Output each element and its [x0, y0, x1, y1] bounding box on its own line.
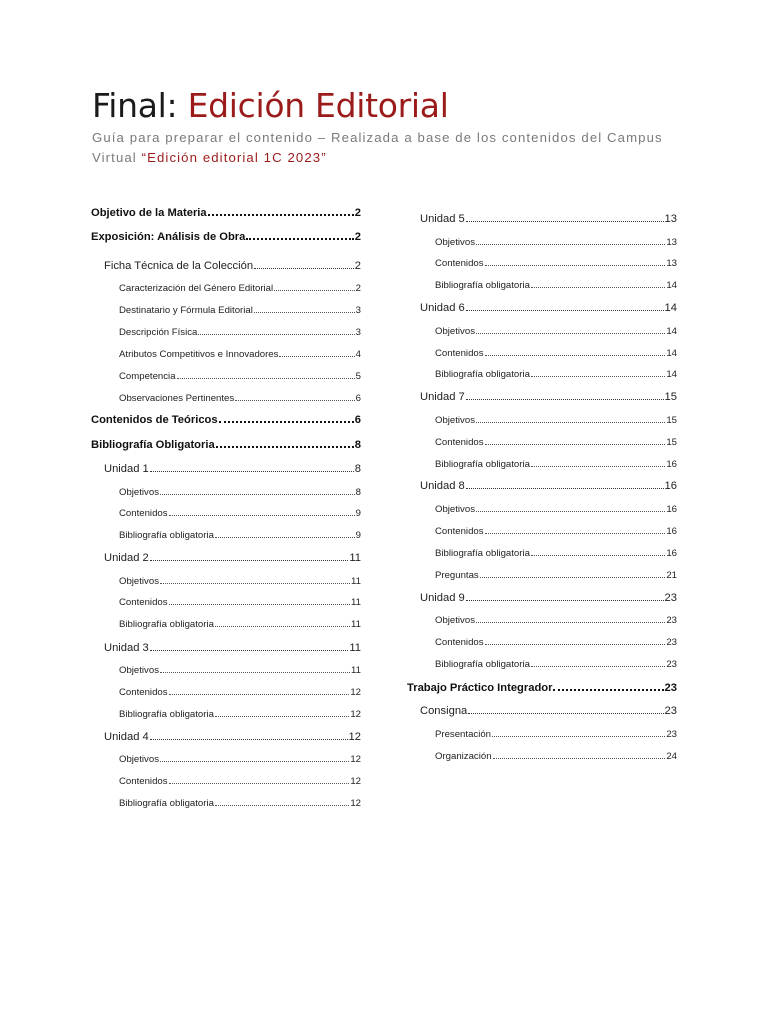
toc-dot-leader [208, 214, 354, 216]
toc-page-number: 13 [664, 213, 677, 225]
toc-page-number: 24 [666, 751, 677, 762]
toc-entry[interactable] [119, 769, 361, 787]
toc-entry-label: Unidad 1 [104, 463, 149, 475]
toc-entry-label: Bibliografía obligatoria [435, 459, 530, 470]
toc-page-number: 16 [666, 548, 677, 559]
toc-entry-label: Unidad 4 [104, 731, 149, 743]
toc-dot-leader [476, 333, 665, 334]
toc-dot-leader [160, 672, 350, 673]
toc-entry[interactable] [119, 320, 361, 338]
toc-entry-label: Contenidos [435, 637, 484, 648]
toc-page-number: 12 [350, 776, 361, 787]
toc-entry-label: Objetivo de la Materia [91, 207, 207, 219]
toc-page-number: 11 [349, 642, 361, 654]
toc-entry[interactable] [435, 630, 677, 648]
toc-entry-label: Preguntas [435, 570, 479, 581]
toc-entry-label: Bibliografía obligatoria [435, 280, 530, 291]
toc-page-number: 21 [666, 570, 677, 581]
toc-entry[interactable] [119, 680, 361, 698]
toc-entry[interactable] [119, 569, 361, 587]
toc-entry[interactable] [119, 523, 361, 541]
toc-dot-leader [279, 356, 354, 357]
toc-page-number: 15 [664, 391, 677, 403]
toc-entry-label: Unidad 6 [420, 302, 465, 314]
toc-entry-label: Unidad 7 [420, 391, 465, 403]
toc-page-number: 15 [666, 415, 677, 426]
toc-page-number: 12 [350, 709, 361, 720]
toc-dot-leader [485, 533, 666, 534]
toc-entry[interactable] [119, 386, 361, 404]
toc-entry-label: Descripción Física [119, 327, 198, 338]
toc-entry[interactable] [119, 590, 361, 608]
subtitle-accent: “Edición editorial 1C 2023” [141, 150, 327, 165]
toc-page-number: 23 [666, 729, 677, 740]
toc-entry[interactable] [435, 341, 677, 359]
toc-entry-label: Objetivos [435, 415, 475, 426]
toc-entry[interactable] [420, 296, 677, 314]
toc-page-number: 5 [355, 371, 361, 382]
toc-entry-label: Unidad 9 [420, 592, 465, 604]
toc-entry-label: Objetivos [435, 326, 475, 337]
toc-dot-leader [480, 577, 666, 578]
toc-entry[interactable] [119, 702, 361, 720]
toc-entry[interactable] [420, 586, 677, 604]
toc-entry-label: Objetivos [435, 237, 475, 248]
toc-dot-leader [485, 355, 666, 356]
toc-entry[interactable] [420, 385, 677, 403]
toc-entry[interactable] [435, 497, 677, 515]
toc-dot-leader [215, 626, 350, 627]
toc-entry[interactable] [435, 430, 677, 448]
toc-page-number: 3 [355, 305, 361, 316]
toc-page-number: 12 [350, 798, 361, 809]
toc-entry[interactable] [104, 254, 361, 272]
toc-dot-leader [215, 805, 349, 806]
toc-entry-label: Bibliografía obligatoria [435, 548, 530, 559]
toc-entry-label: Contenidos [435, 348, 484, 359]
toc-page-number: 8 [355, 487, 361, 498]
toc-dot-leader [466, 399, 664, 400]
toc-page-number: 9 [355, 508, 361, 519]
toc-entry-label: Organización [435, 751, 492, 762]
toc-entry[interactable] [435, 362, 677, 380]
toc-page-number: 23 [664, 705, 677, 717]
toc-entry-label: Contenidos [435, 258, 484, 269]
toc-dot-leader [150, 650, 349, 651]
toc-entry-label: Bibliografía Obligatoria [91, 439, 215, 451]
toc-entry-label: Observaciones Pertinentes [119, 393, 235, 404]
toc-dot-leader [476, 422, 665, 423]
toc-page-number: 2 [354, 207, 361, 219]
document-title [92, 86, 449, 126]
toc-entry[interactable] [420, 207, 677, 225]
toc-page-number: 11 [349, 552, 361, 564]
toc-entry[interactable] [119, 480, 361, 498]
toc-entry[interactable] [91, 433, 361, 451]
toc-entry[interactable] [119, 342, 361, 360]
title-accent: Edición Editorial [187, 86, 449, 125]
toc-entry-label: Consigna [420, 705, 468, 717]
toc-entry-label: Caracterización del Género Editorial [119, 283, 274, 294]
toc-page-number: 23 [664, 682, 677, 694]
toc-entry-label: Objetivos [435, 504, 475, 515]
toc-entry-label: Objetivos [435, 615, 475, 626]
toc-entry-label: Unidad 3 [104, 642, 149, 654]
toc-entry[interactable] [119, 747, 361, 765]
toc-entry-label: Contenidos [435, 526, 484, 537]
toc-entry-label: Objetivos [119, 754, 159, 765]
toc-entry[interactable] [104, 546, 361, 564]
toc-entry[interactable] [435, 722, 677, 740]
toc-page-number: 23 [664, 592, 677, 604]
toc-entry-label: Unidad 5 [420, 213, 465, 225]
toc-entry[interactable] [104, 636, 361, 654]
toc-dot-leader [198, 334, 354, 335]
toc-dot-leader [466, 600, 664, 601]
toc-page-number: 23 [666, 615, 677, 626]
toc-entry[interactable] [435, 563, 677, 581]
toc-dot-leader [531, 376, 665, 377]
toc-page-number: 2 [354, 260, 361, 272]
toc-entry[interactable] [91, 408, 361, 426]
toc-page-number: 8 [354, 439, 361, 451]
toc-dot-leader [169, 783, 350, 784]
toc-dot-leader [216, 446, 354, 448]
toc-page-number: 11 [351, 597, 361, 608]
toc-page-number: 3 [355, 327, 361, 338]
toc-page-number: 11 [351, 576, 361, 587]
toc-dot-leader [169, 694, 350, 695]
title-prefix: Final: [92, 86, 188, 125]
toc-entry-label: Objetivos [119, 665, 159, 676]
toc-page-number: 2 [355, 283, 361, 294]
toc-page-number: 6 [354, 414, 361, 426]
toc-entry-label: Bibliografía obligatoria [435, 369, 530, 380]
toc-page-number: 23 [666, 637, 677, 648]
toc-page-number: 15 [666, 437, 677, 448]
toc-entry[interactable] [119, 501, 361, 519]
toc-entry-label: Contenidos [119, 508, 168, 519]
toc-dot-leader [553, 689, 663, 691]
toc-entry[interactable] [435, 273, 677, 291]
toc-dot-leader [169, 604, 350, 605]
toc-page-number: 12 [348, 731, 361, 743]
toc-dot-leader [493, 758, 666, 759]
toc-page-number: 16 [664, 480, 677, 492]
toc-dot-leader [492, 736, 665, 737]
toc-entry[interactable] [119, 276, 361, 294]
toc-entry-label: Exposición: Análisis de Obra [91, 231, 246, 243]
toc-entry[interactable] [435, 744, 677, 762]
toc-page-number: 9 [355, 530, 361, 541]
toc-dot-leader [476, 511, 665, 512]
toc-dot-leader [485, 444, 666, 445]
toc-entry-label: Trabajo Práctico Integrador [407, 682, 553, 694]
toc-entry[interactable] [435, 230, 677, 248]
toc-entry-label: Bibliografía obligatoria [119, 530, 214, 541]
toc-page-number: 6 [355, 393, 361, 404]
toc-dot-leader [219, 421, 354, 423]
toc-entry[interactable] [104, 457, 361, 475]
toc-page-number: 2 [354, 231, 361, 243]
toc-dot-leader [466, 310, 664, 311]
toc-entry[interactable] [104, 725, 361, 743]
toc-dot-leader [246, 238, 353, 240]
toc-entry[interactable] [119, 791, 361, 809]
toc-page-number: 14 [664, 302, 677, 314]
toc-entry-label: Contenidos [119, 687, 168, 698]
toc-entry[interactable] [435, 519, 677, 537]
toc-entry-label: Bibliografía obligatoria [119, 798, 214, 809]
toc-entry-label: Bibliografía obligatoria [119, 709, 214, 720]
toc-entry[interactable] [420, 474, 677, 492]
toc-dot-leader [150, 560, 349, 561]
toc-page-number: 14 [666, 326, 677, 337]
toc-page-number: 16 [666, 526, 677, 537]
toc-page-number: 14 [666, 280, 677, 291]
toc-entry[interactable] [119, 658, 361, 676]
toc-page-number: 12 [350, 754, 361, 765]
toc-entry-label: Contenidos [119, 776, 168, 787]
toc-entry-label: Destinatario y Fórmula Editorial [119, 305, 253, 316]
toc-entry-label: Presentación [435, 729, 491, 740]
toc-dot-leader [254, 312, 355, 313]
toc-dot-leader [485, 644, 666, 645]
toc-page-number: 13 [666, 237, 677, 248]
toc-entry-label: Ficha Técnica de la Colección [104, 260, 254, 272]
toc-dot-leader [160, 583, 350, 584]
toc-dot-leader [274, 290, 355, 291]
toc-entry-label: Objetivos [119, 487, 159, 498]
document-subtitle [92, 128, 692, 168]
toc-page-number: 11 [351, 665, 361, 676]
toc-entry[interactable] [91, 201, 361, 219]
toc-dot-leader [254, 268, 354, 269]
toc-page-number: 23 [666, 659, 677, 670]
toc-dot-leader [485, 265, 666, 266]
toc-dot-leader [160, 494, 355, 495]
toc-page-number: 16 [666, 504, 677, 515]
toc-entry[interactable] [119, 612, 361, 630]
toc-dot-leader [235, 400, 354, 401]
toc-dot-leader [531, 287, 665, 288]
toc-entry[interactable] [435, 251, 677, 269]
toc-page-number: 12 [350, 687, 361, 698]
toc-dot-leader [466, 488, 664, 489]
toc-entry[interactable] [435, 541, 677, 559]
toc-entry-label: Contenidos [435, 437, 484, 448]
toc-entry[interactable] [119, 364, 361, 382]
toc-dot-leader [177, 378, 355, 379]
toc-entry[interactable] [91, 225, 361, 243]
toc-entry[interactable] [119, 298, 361, 316]
toc-dot-leader [150, 471, 354, 472]
toc-dot-leader [531, 466, 665, 467]
toc-entry[interactable] [420, 699, 677, 717]
toc-entry[interactable] [435, 408, 677, 426]
toc-entry-label: Bibliografía obligatoria [435, 659, 530, 670]
toc-dot-leader [150, 739, 348, 740]
toc-page-number: 13 [666, 258, 677, 269]
toc-entry[interactable] [435, 652, 677, 670]
toc-dot-leader [468, 713, 663, 714]
toc-dot-leader [215, 716, 349, 717]
toc-page-number: 4 [355, 349, 361, 360]
toc-entry-label: Contenidos de Teóricos [91, 414, 218, 426]
toc-page-number: 14 [666, 369, 677, 380]
toc-entry-label: Bibliografía obligatoria [119, 619, 214, 630]
toc-entry-label: Atributos Competitivos e Innovadores [119, 349, 279, 360]
toc-page-number: 14 [666, 348, 677, 359]
toc-dot-leader [215, 537, 355, 538]
subtitle-text: Guía para preparar el contenido – Realizada a base de los contenidos del Campus Virtual [92, 130, 663, 165]
toc-entry-label: Unidad 2 [104, 552, 149, 564]
toc-entry[interactable] [435, 319, 677, 337]
toc-entry-label: Objetivos [119, 576, 159, 587]
toc-dot-leader [466, 221, 664, 222]
toc-entry[interactable] [407, 676, 677, 694]
toc-dot-leader [531, 666, 665, 667]
toc-dot-leader [160, 761, 349, 762]
toc-dot-leader [169, 515, 355, 516]
toc-page-number: 11 [351, 619, 361, 630]
toc-entry-label: Contenidos [119, 597, 168, 608]
toc-dot-leader [531, 555, 665, 556]
toc-entry[interactable] [435, 608, 677, 626]
toc-entry-label: Unidad 8 [420, 480, 465, 492]
toc-entry-label: Competencia [119, 371, 176, 382]
toc-dot-leader [476, 244, 665, 245]
toc-page-number: 8 [354, 463, 361, 475]
toc-dot-leader [476, 622, 665, 623]
toc-page-number: 16 [666, 459, 677, 470]
toc-entry[interactable] [435, 452, 677, 470]
